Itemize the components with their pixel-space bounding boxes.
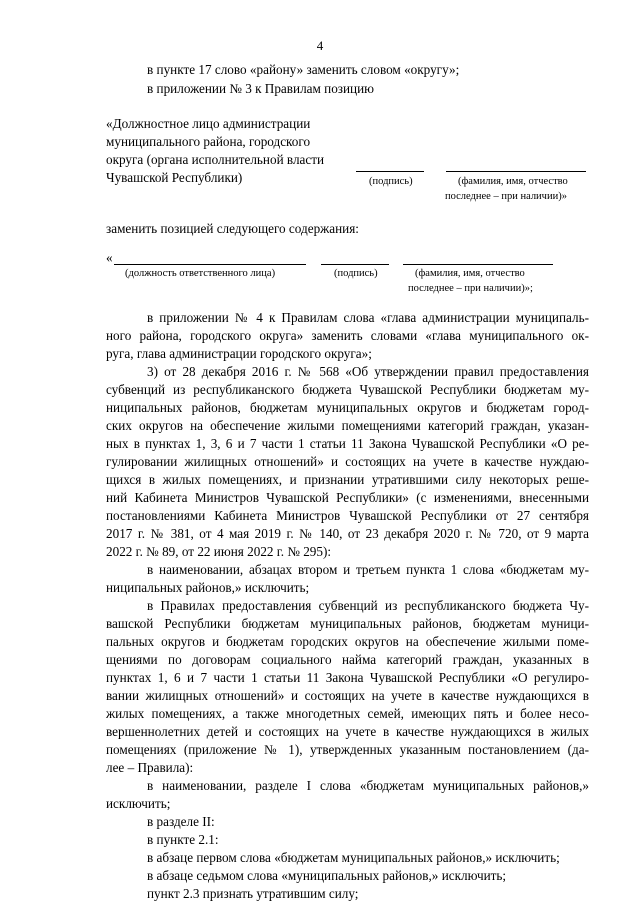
body-line: в приложении № 4 к Правилам слова «глава администрации муниципаль- bbox=[147, 310, 589, 325]
body-line: в Правилах предоставления субвенций из республиканского бюджета Чу- bbox=[147, 598, 589, 613]
body-line: субвенций из республиканского бюджета Чувашской Республики бюджетам му- bbox=[106, 382, 589, 397]
body-line: постановлениями Кабинета Министров Чувашской Республики от 27 сентября bbox=[106, 508, 589, 523]
body-line: в пункте 2.1: bbox=[147, 832, 219, 847]
body-line: ских округов на обеспечение жилыми помещениями категорий граждан, указан- bbox=[106, 418, 589, 433]
name-caption: (фамилия, имя, отчество bbox=[415, 268, 525, 279]
position-text-line: муниципального района, городского bbox=[106, 134, 311, 149]
body-line: гулировании жилищных отношений» и состоящих на учете в качестве нуждаю- bbox=[106, 454, 589, 469]
open-quote: « bbox=[106, 250, 113, 265]
name-caption: последнее – при наличии)»; bbox=[408, 283, 533, 294]
position-caption: (должность ответственного лица) bbox=[125, 268, 276, 279]
body-line: лее – Правила): bbox=[106, 760, 194, 775]
page-number: 4 bbox=[316, 38, 324, 53]
body-line: пальных округов и бюджетам городских округов на обеспечение жилыми поме- bbox=[106, 634, 589, 649]
body-line: щениями по договорам социального найма категорий граждан, указанных в bbox=[106, 652, 589, 667]
body-line: ных в пунктах 1, 3, 6 и 7 части 1 статьи 11 Закона Чувашской Республики «О ре- bbox=[106, 436, 589, 451]
position-line bbox=[114, 264, 306, 265]
body-line: в разделе II: bbox=[147, 814, 215, 829]
body-line: 2022 г. № 89, от 22 июня 2022 г. № 295): bbox=[106, 544, 332, 559]
name-line bbox=[403, 264, 553, 265]
signature-caption: (подпись) bbox=[369, 176, 413, 187]
body-line: 2017 г. № 381, от 4 мая 2019 г. № 140, от 23 декабря 2020 г. № 720, от 9 марта bbox=[106, 526, 589, 541]
position-text-line: «Должностное лицо администрации bbox=[106, 116, 311, 131]
text-line: в пункте 17 слово «району» заменить словом «округу»; bbox=[147, 62, 460, 77]
body-line: ний Кабинета Министров Чувашской Республики» (с изменениями, внесенными bbox=[106, 490, 589, 505]
body-line: вашской Республики бюджетам муниципальных районов, бюджетам муници- bbox=[106, 616, 589, 631]
body-line: руга, глава администрации городского округа»; bbox=[106, 346, 372, 361]
name-caption: последнее – при наличии)» bbox=[445, 191, 567, 202]
body-line: ниципальных районов,» исключить; bbox=[106, 580, 310, 595]
body-line: вершеннолетних детей и состоящих на учете в качестве нуждающихся в жилых bbox=[106, 724, 589, 739]
body-line: пунктах 1, 6 и 7 части 1 статьи 11 Закона Чувашской Республики «О регулиро- bbox=[106, 670, 589, 685]
text-line: заменить позицией следующего содержания: bbox=[106, 221, 359, 236]
body-line: ного района, городского округа» заменить словами «глава муниципального ок- bbox=[106, 328, 589, 343]
position-text-line: Чувашской Республики) bbox=[106, 170, 243, 185]
body-line: в наименовании, абзацах втором и третьем пункта 1 слова «бюджетам му- bbox=[147, 562, 589, 577]
body-line: исключить; bbox=[106, 796, 171, 811]
body-line: в абзаце первом слова «бюджетам муниципальных районов,» исключить; bbox=[147, 850, 560, 865]
body-line: в наименовании, разделе I слова «бюджетам муниципальных районов,» bbox=[147, 778, 589, 793]
text-line: в приложении № 3 к Правилам позицию bbox=[147, 81, 375, 96]
signature-line bbox=[321, 264, 389, 265]
body-line: ниципальных районов, бюджетам муниципальных округов и бюджетам город- bbox=[106, 400, 589, 415]
body-line: вании жилищных отношений» и состоящих на учете в качестве нуждающихся в bbox=[106, 688, 589, 703]
body-line: в абзаце седьмом слова «муниципальных районов,» исключить; bbox=[147, 868, 507, 883]
body-line: жилых помещениях, а также многодетных семей, имеющих пять и более несо- bbox=[106, 706, 589, 721]
position-text-line: округа (органа исполнительной власти bbox=[106, 152, 325, 167]
body-line: 3) от 28 декабря 2016 г. № 568 «Об утверждении правил предоставления bbox=[147, 364, 589, 379]
name-line bbox=[446, 171, 586, 172]
name-caption: (фамилия, имя, отчество bbox=[458, 176, 568, 187]
body-line: щихся в жилых помещениях, и признании утратившими силу некоторых реше- bbox=[106, 472, 589, 487]
body-line: помещениях (приложение № 1), утвержденных указанным постановлением (да- bbox=[106, 742, 589, 757]
signature-line bbox=[356, 171, 424, 172]
signature-caption: (подпись) bbox=[334, 268, 378, 279]
body-line: пункт 2.3 признать утратившим силу; bbox=[147, 886, 359, 901]
